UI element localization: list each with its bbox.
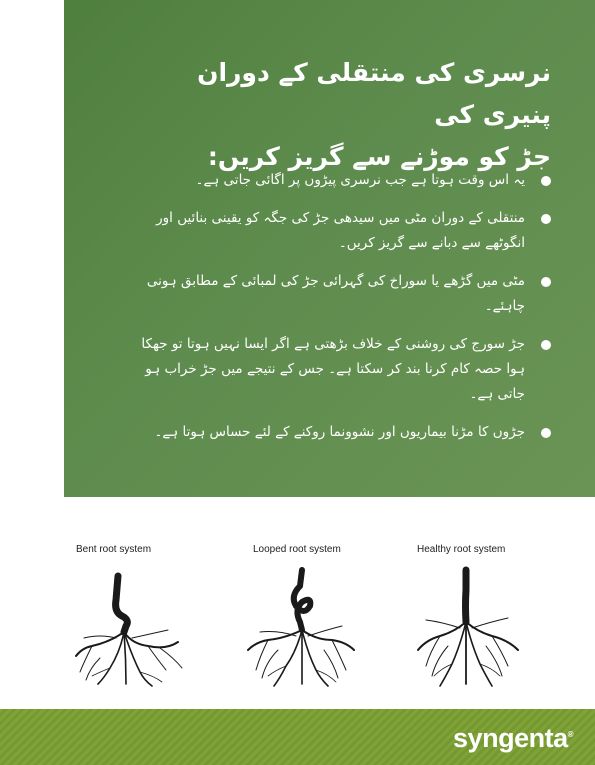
- bullet-dot-icon: [541, 214, 551, 224]
- list-item: [121, 420, 551, 445]
- bullet-list: [121, 168, 551, 458]
- bullet-dot-icon: [541, 340, 551, 350]
- page-title: [121, 52, 551, 178]
- list-item: [121, 168, 551, 193]
- bullet-text: جڑوں کا مڑنا بیماریوں اور نشوونما روکنے کے لئے حساس ہوتا ہے۔: [154, 424, 525, 440]
- bullet-dot-icon: [541, 176, 551, 186]
- healthy-root-illustration: [410, 566, 530, 692]
- title-line-2: جڑ کو موڑنے سے گریز کریں:: [207, 142, 551, 171]
- logo-text: syngenta: [453, 723, 568, 753]
- bent-root-illustration: [70, 572, 190, 692]
- list-item: [121, 206, 551, 256]
- bullet-text: منتقلی کے دوران مٹی میں سیدھی جڑ کی جگہ کو یقینی بنائیں اور انگوٹھے سے دبانے سے گریز کریں۔: [156, 210, 525, 251]
- looped-root-label: Looped root system: [253, 544, 341, 555]
- bullet-text: جڑ سورج کی روشنی کے خلاف بڑھتی ہے اگر ایسا نہیں ہوتا تو جھکا ہوا حصہ کام کرنا بند کر سکتا ہے۔ جس کے نتیجے میں جڑ خراب ہو جاتی ہے۔: [141, 336, 525, 402]
- bullet-text: یہ اس وقت ہوتا ہے جب نرسری پیڑوں پر اگائی جاتی ہے۔: [195, 172, 525, 188]
- list-item: [121, 269, 551, 319]
- bullet-dot-icon: [541, 277, 551, 287]
- bullet-text: مٹی میں گڑھے یا سوراخ کی گہرائی جڑ کی لمبائی کے مطابق ہونی چاہئے۔: [146, 273, 525, 314]
- list-item: [121, 332, 551, 407]
- healthy-root-label: Healthy root system: [417, 544, 506, 555]
- registered-mark: ®: [567, 730, 573, 739]
- title-line-1: نرسری کی منتقلی کے دوران پنیری کی: [197, 58, 551, 129]
- bullet-dot-icon: [541, 428, 551, 438]
- looped-root-illustration: [242, 566, 362, 692]
- bent-root-label: Bent root system: [76, 544, 152, 555]
- syngenta-logo: [453, 723, 573, 754]
